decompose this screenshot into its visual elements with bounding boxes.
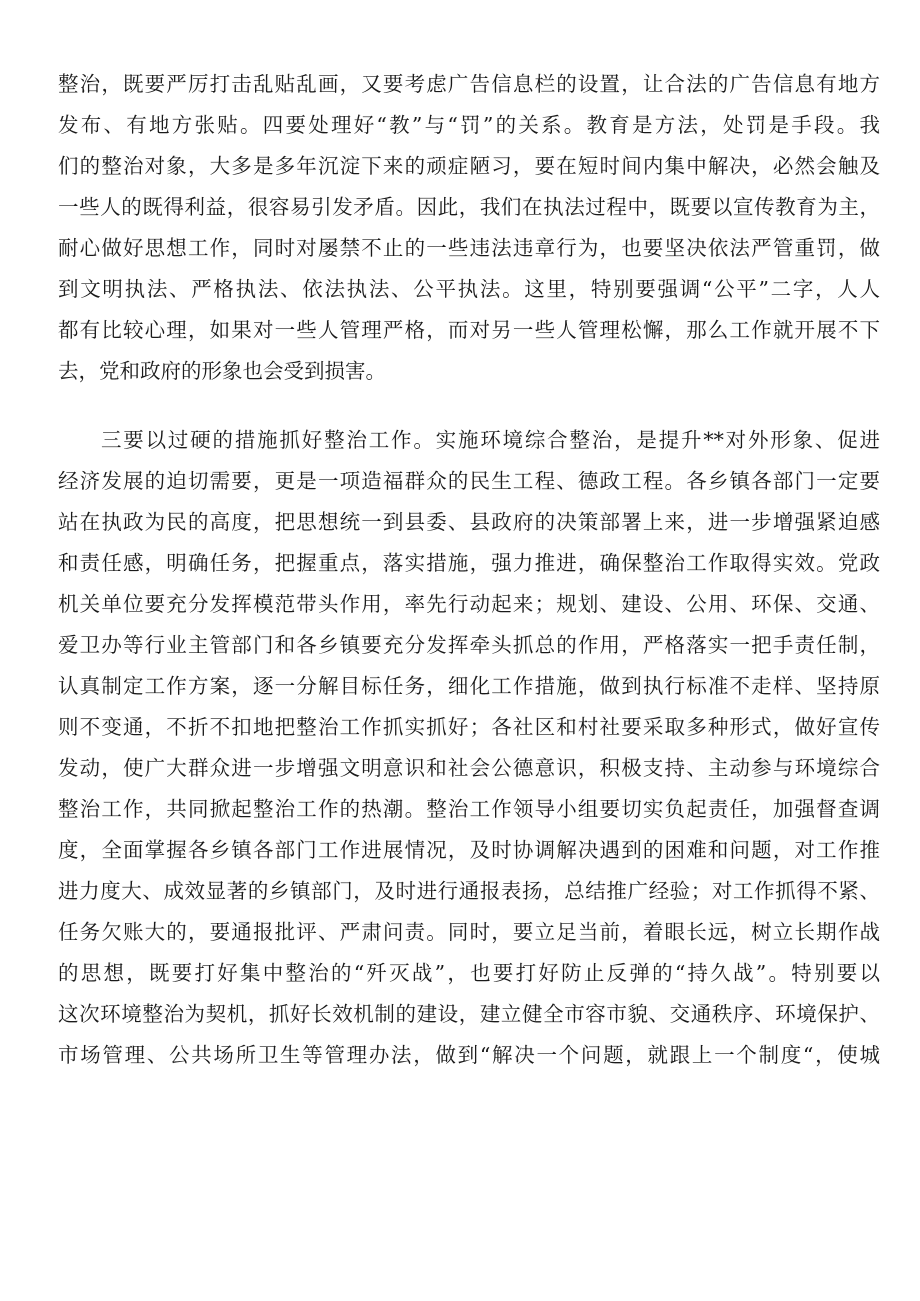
paragraph-1-line-1: 整治，既要严厉打击乱贴乱画，又要考虑广告信息栏的设置，让合法的广告信息有地方 xyxy=(58,72,880,96)
paragraph-2-line-15: 这次环境整治为契机，抓好长效机制的建设，建立健全市容市貌、交通秩序、环境保护、 xyxy=(58,1002,880,1026)
paragraph-2-line-16: 市场管理、公共场所卫生等管理办法，做到“解决一个问题，就跟上一个制度“，使城 xyxy=(58,1043,880,1067)
paragraph-2-line-10: 整治工作，共同掀起整治工作的热潮。整治工作领导小组要切实负起责任，加强督查调 xyxy=(58,797,880,821)
paragraph-1-line-4: 一些人的既得利益，很容易引发矛盾。因此，我们在执法过程中，既要以宣传教育为主， xyxy=(58,195,880,219)
paragraph-1-line-5: 耐心做好思想工作，同时对屡禁不止的一些违法违章行为，也要坚决依法严管重罚，做 xyxy=(58,236,880,260)
paragraph-2-line-8: 则不变通，不折不扣地把整治工作抓实抓好；各社区和村社要采取多种形式，做好宣传 xyxy=(58,715,880,739)
paragraph-2-line-12: 进力度大、成效显著的乡镇部门，及时进行通报表扬，总结推广经验；对工作抓得不紧、 xyxy=(58,879,880,903)
paragraph-2-line-1: 三要以过硬的措施抓好整治工作。实施环境综合整治，是提升**对外形象、促进 xyxy=(101,428,880,452)
paragraph-2-line-11: 度，全面掌握各乡镇各部门工作进展情况，及时协调解决遇到的困难和问题，对工作推 xyxy=(58,838,880,862)
paragraph-2-line-4: 和责任感，明确任务，把握重点，落实措施，强力推进，确保整治工作取得实效。党政 xyxy=(58,551,880,575)
paragraph-1-line-7: 都有比较心理，如果对一些人管理严格，而对另一些人管理松懈，那么工作就开展不下 xyxy=(58,318,880,342)
paragraph-2-line-3: 站在执政为民的高度，把思想统一到县委、县政府的决策部署上来，进一步增强紧迫感 xyxy=(58,510,880,534)
paragraph-2-line-7: 认真制定工作方案，逐一分解目标任务，细化工作措施，做到执行标准不走样、坚持原 xyxy=(58,674,880,698)
paragraph-2-line-13: 任务欠账大的，要通报批评、严肃问责。同时，要立足当前，着眼长远，树立长期作战 xyxy=(58,920,880,944)
paragraph-1-line-6: 到文明执法、严格执法、依法执法、公平执法。这里，特别要强调“公平”二字，人人 xyxy=(58,277,880,301)
paragraph-2-line-14: 的思想，既要打好集中整治的“歼灭战”，也要打好防止反弹的“持久战”。特别要以 xyxy=(58,961,880,985)
paragraph-1-line-8: 去，党和政府的形象也会受到损害。 xyxy=(58,359,386,383)
paragraph-2-line-9: 发动，使广大群众进一步增强文明意识和社会公德意识，积极支持、主动参与环境综合 xyxy=(58,756,880,780)
paragraph-1-line-2: 发布、有地方张贴。四要处理好“教”与“罚”的关系。教育是方法，处罚是手段。我 xyxy=(58,113,880,137)
paragraph-2-line-5: 机关单位要充分发挥模范带头作用，率先行动起来；规划、建设、公用、环保、交通、 xyxy=(58,592,880,616)
paragraph-2-line-2: 经济发展的迫切需要，更是一项造福群众的民生工程、德政工程。各乡镇各部门一定要 xyxy=(58,469,880,493)
paragraph-2-line-6: 爱卫办等行业主管部门和各乡镇要充分发挥牵头抓总的作用，严格落实一把手责任制， xyxy=(58,633,880,657)
paragraph-1-line-3: 们的整治对象，大多是多年沉淀下来的顽症陋习，要在短时间内集中解决，必然会触及 xyxy=(58,154,880,178)
